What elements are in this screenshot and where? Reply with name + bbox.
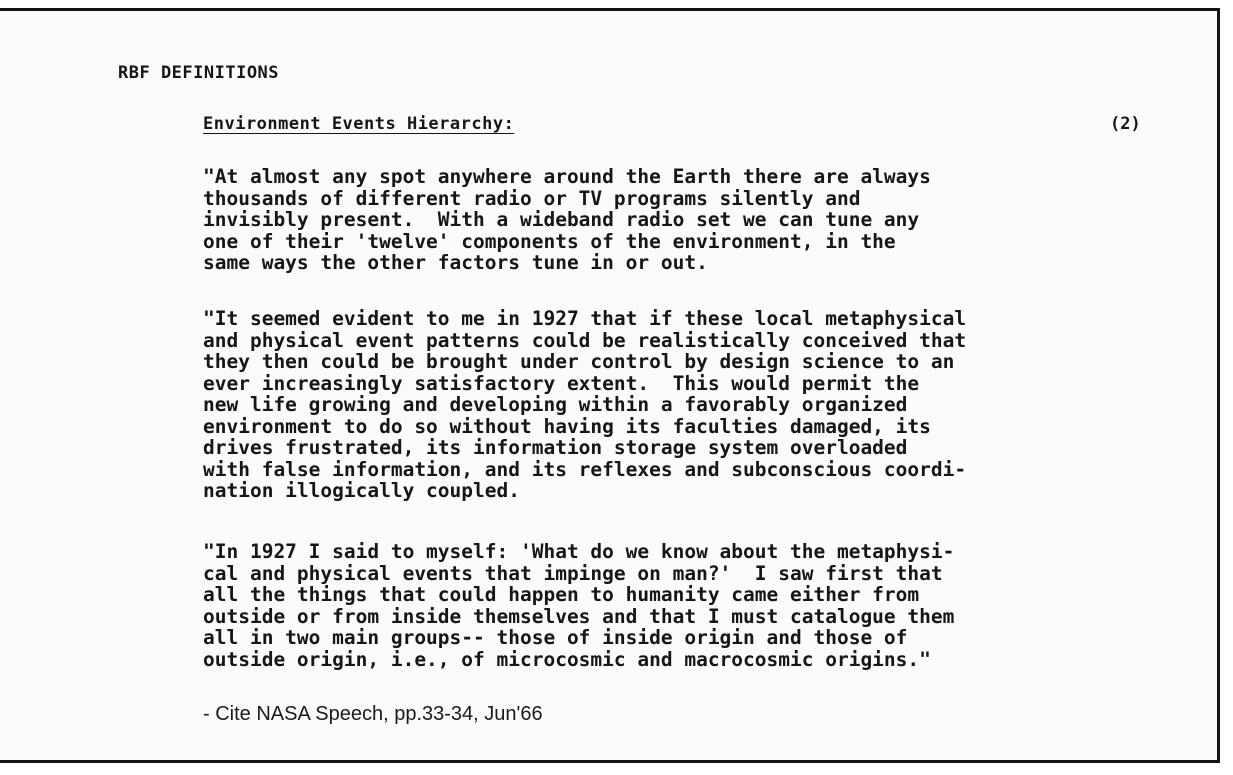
citation: - Cite NASA Speech, pp.33-34, Jun'66 [203, 703, 543, 725]
document-header: RBF DEFINITIONS [118, 63, 280, 83]
quote-paragraph-3: "In 1927 I said to myself: 'What do we know about the metaphysi- cal and physical events that impinge on man?' I saw first that all the things that could happen to humanity came either from outside or from inside themselves and that I must catalogue them all in two main groups-- those of inside origin and those of outside origin, i.e., of microcosmic and macrocosmic origins." [203, 540, 955, 671]
section-title: Environment Events Hierarchy: [203, 114, 515, 134]
quote-paragraph-1: "At almost any spot anywhere around the Earth there are always thousands of different radio or TV programs silently and invisibly present. With a wideband radio set we can tune any one of their 'twelve' components of the environment, in the same ways the other factors tune in or out. [203, 165, 931, 274]
quote-paragraph-2: "It seemed evident to me in 1927 that if these local metaphysical and physical event patterns could be realistically conceived that they then could be brought under control by design science to an ever increasingly satisfactory extent. This would permit the new life growing and developing within a favorably organized environment to do so without having its faculties damaged, its drives frustrated, its information storage system overloaded with false information, and its reflexes and subconscious coordi- nation illogically coupled. [203, 307, 967, 502]
page-margin-right [1220, 0, 1233, 775]
page-number: (2) [1110, 114, 1141, 134]
page-margin-bottom [0, 766, 1233, 775]
document-page [0, 8, 1220, 763]
